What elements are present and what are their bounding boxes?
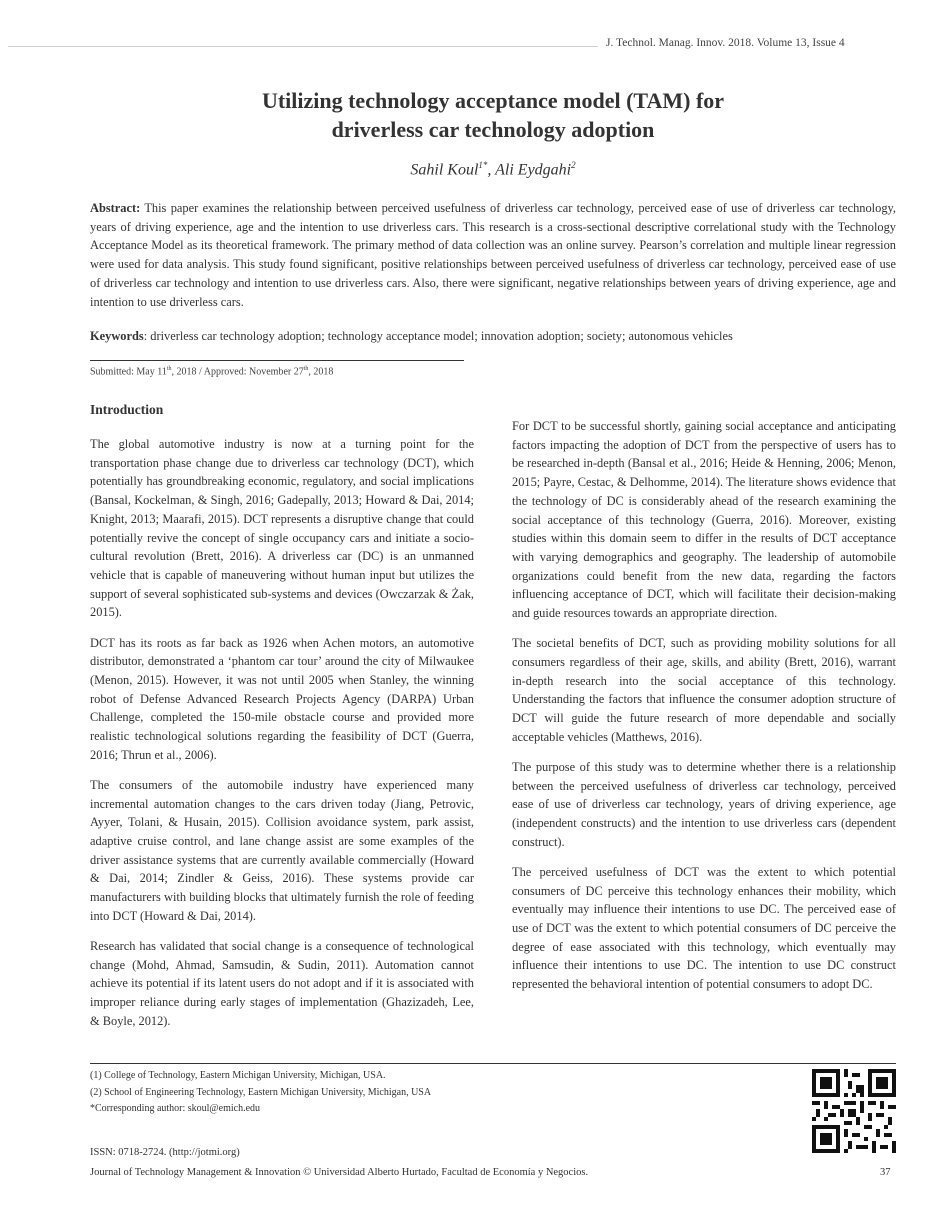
paragraph: The perceived usefulness of DCT was the extent to which potential consumers of DC perceive this technology enhances their mobility, which eventually may influence their intentions to use DC. The perceived ease of use of DCT was the extent to which potential consumers of DC perceive the degree of ease associated with this technology, which eventually may influence their intentions to use DC. The intention to use DC construct represented the behavioral intention of potential consumers to adopt DC.	[512, 864, 896, 992]
author-separator: ,	[487, 161, 496, 179]
paper-title-line-1: Utilizing technology acceptance model (TAM) for	[261, 88, 725, 113]
header-rule	[8, 46, 598, 47]
footnote-affiliation-1: (1) College of Technology, Eastern Michigan University, Michigan, USA.	[90, 1070, 386, 1081]
paragraph: Research has validated that social change is a consequence of technological change (Mohd, Ahmad, Samsudin, & Sudin, 2011). Automation cannot achieve its potential if its latent users do not adopt and if it is associated with improper reliance during early stages of implementation (Ghazizadeh, Lee, & Boyle, 2012).	[90, 939, 474, 1028]
paragraph: The societal benefits of DCT, such as providing mobility solutions for all consumers regardless of their age, skills, and ability (Brett, 2016), warrant in-depth research into the social acceptance of this technology. Understanding the factors that influence the consumer adoption structure of DCT will guide the future research of more dependable and socially acceptable vehicles (Matthews, 2016).	[512, 636, 896, 744]
paper-title-line-2: driverless car technology adoption	[331, 117, 655, 142]
paragraph: The global automotive industry is now at a turning point for the transportation phase change due to driverless car technology (DCT), which potentially has groundbreaking economic, regulatory, and social implications (Bansal, Kockelman, & Singh, 2016; Gadepally, 2013; Howard & Dai, 2014; Knight, 2013; Maarafi, 2015). DCT represents a disruptive change that could potentially revive the concept of single occupancy cars and initiate a socio-cultural revolution (Brett, 2016). A driverless car (DC) is an unmanned vehicle that is capable of maneuvering without human input but utilizes the support of several sophisticated sub-systems and devices (Owczarzak & Żak, 2015).	[90, 437, 474, 620]
keywords-text: : driverless car technology adoption; technology acceptance model; innovation adoption; society; autonomous vehicles	[143, 329, 733, 343]
page-number: 37	[880, 1167, 891, 1178]
submitted-date: Submitted: May 11	[90, 366, 167, 378]
body-column-right	[512, 417, 896, 1005]
keywords	[90, 327, 896, 345]
submission-dates	[90, 366, 333, 377]
body-column-left	[90, 400, 474, 1042]
abstract-text: This paper examines the relationship between perceived usefulness of driverless car technology, perceived ease of use of driverless car technology, years of driving experience, age and the intention to use driverless cars. This research is a cross-sectional descriptive correlational study with the Technology Acceptance Model as its theoretical framework. The primary method of data collection was an online survey. Pearson’s correlation and multiple linear regression were used for data analysis. This study found significant, positive relationships between perceived usefulness of driverless car technology, perceived ease of use of driverless car technology and intention to use driverless cars. Also, there were significant, negative relationships between years of driving experience, age and intention to use driverless cars.	[90, 201, 896, 309]
issn: ISSN: 0718-2724. (http://jotmi.org)	[90, 1147, 240, 1158]
paragraph: The consumers of the automobile industry have experienced many incremental automation changes to the cars driven today (Jiang, Petrovic, Ayyer, Tolani, & Husain, 2015). Collision avoidance system, park assist, adaptive cruise control, and lane change assist are some examples of the driver assistance systems that are currently available commercially (Howard & Dai, 2014; Zindler & Geiss, 2016). These systems provide car manufacturers with building blocks that ultimately furnish the role of feeding into DCT (Howard & Dai, 2014).	[90, 777, 474, 923]
authors	[90, 160, 896, 179]
paper-title	[90, 86, 896, 144]
approved-year: , 2018	[308, 366, 334, 378]
qr-code-icon	[812, 1069, 896, 1153]
author-2: Ali Eydgahi	[495, 161, 572, 179]
submission-rule	[90, 360, 464, 361]
approved-ordinal: th	[303, 366, 309, 372]
approved-date: , 2018 / Approved: November 27	[171, 366, 304, 378]
keywords-label: Keywords	[90, 329, 144, 343]
footnote-corresponding-author: *Corresponding author: skoul@emich.edu	[90, 1103, 261, 1114]
footnote-rule	[90, 1063, 896, 1064]
section-heading-introduction: Introduction	[90, 402, 164, 417]
submitted-ordinal: th	[166, 366, 172, 372]
journal-footer: Journal of Technology Management & Innovation © Universidad Alberto Hurtado, Facultad de Economía y Negocios.	[90, 1167, 589, 1178]
footnote-affiliation-2: (2) School of Engineering Technology, Eastern Michigan University, Michigan, USA	[90, 1086, 432, 1098]
abstract-label: Abstract:	[90, 201, 141, 215]
journal-reference: J. Technol. Manag. Innov. 2018. Volume 13, Issue 4	[606, 37, 845, 49]
paragraph: For DCT to be successful shortly, gaining social acceptance and anticipating factors impacting the adoption of DCT from the perspective of users has to be researched in-depth (Bansal et al., 2016; Heide & Henning, 2006; Menon, 2015; Payre, Cestac, & Delhomme, 2014). The literature shows evidence that the technology of DC is considerably ahead of the research examining the social acceptance of this technology (Guerra, 2016). Moreover, existing studies within this domain seem to differ in the results of DCT acceptance with varying demographics and geography. The leadership of automobile organizations could benefit from the new data, regarding the factors influencing acceptance of DCT, which will facilitate their decision-making and guide resources towards an appropriate direction.	[512, 419, 896, 621]
abstract	[90, 199, 896, 311]
paragraph: DCT has its roots as far back as 1926 when Achen motors, an automotive distributor, demonstrated a ‘phantom car tour’ around the city of Milwaukee (Menon, 2015). However, it was not until 2005 when Stanley, the winning robot of Defense Advanced Research Projects Agency (DARPA) Urban Challenge, completed the 150-mile obstacle course and provided more realistic technological solutions regarding the feasibility of DCT (Guerra, 2016; Thrun et al., 2006).	[90, 635, 474, 762]
author-1-affiliation: 1*	[478, 160, 488, 170]
author-1: Sahil Koul	[410, 161, 479, 179]
author-2-affiliation: 2	[571, 160, 576, 170]
paragraph: The purpose of this study was to determine whether there is a relationship between the perceived usefulness of driverless car technology, perceived ease of use of driverless car technology, years of driving experience, age (independent constructs) and the intention to use driverless cars (dependent construct).	[512, 759, 896, 849]
footnotes	[90, 1068, 431, 1118]
